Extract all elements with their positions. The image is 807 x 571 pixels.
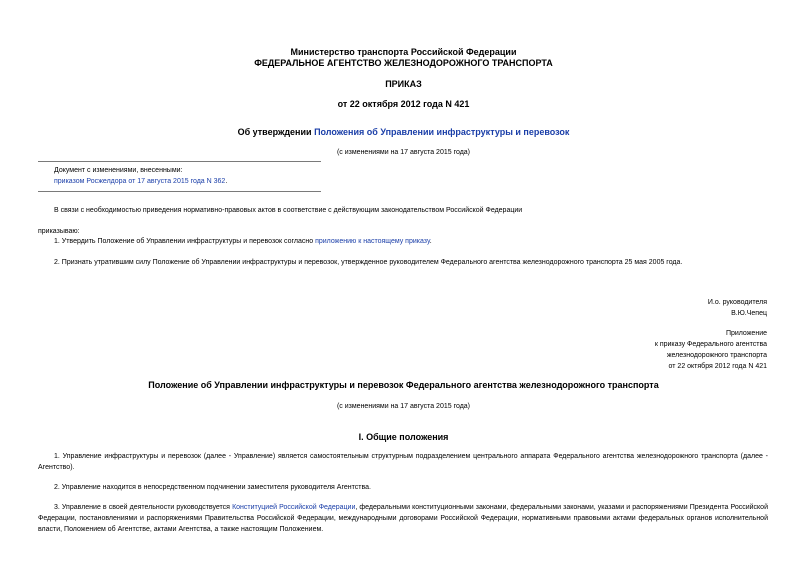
- appendix-line-2: к приказу Федерального агентства: [654, 341, 767, 348]
- amendments-label: Документ с изменениями, внесенными:: [54, 167, 183, 174]
- section-title: I. Общие положения: [358, 432, 449, 442]
- document-date: от 22 октября 2012 года N 421: [337, 99, 470, 109]
- document-title-prefix: Об утверждении: [237, 127, 315, 137]
- signature-name: В.Ю.Чепец: [731, 310, 767, 317]
- amendment-order-link[interactable]: приказом Росжелдора от 17 августа 2015 года N 362: [54, 178, 226, 185]
- amendments-bottom-rule: [38, 191, 321, 192]
- order-item-1-text: 1. Утвердить Положение об Управлении инфраструктуры и перевозок согласно: [54, 238, 316, 245]
- signature-position: И.о. руководителя: [707, 299, 767, 306]
- appendix-line-1: Приложение: [725, 330, 767, 337]
- title-amendment-note: (с изменениями на 17 августа 2015 года): [336, 149, 471, 156]
- regulation-paragraph-3-end: , федеральными конституционными законами, федеральными законами, указами и распоряжениями Президента Российской Федерации, постановлениями и распоряжениями Правительства Российской Федерации, международными договорами Российской Федерации, нормативными правовыми актами федеральных органов исполнительной власти, Положением об Агентстве, актами Агентства, а также настоящим Положением.: [38, 504, 768, 533]
- regulation-paragraph-3-start: 3. Управление в своей деятельности руководствуется: [54, 504, 233, 511]
- intro-paragraph: В связи с необходимостью приведения нормативно-правовых актов в соответствие с действующим законодательством Российской Федерации: [54, 207, 523, 214]
- order-item-2: 2. Признать утратившим силу Положение об Управлении инфраструктуры и перевозок, утвержденное руководителем Федерального агентства железнодорожного транспорта 25 мая 2005 года.: [54, 259, 683, 266]
- appendix-link[interactable]: приложению к настоящему приказу: [315, 238, 430, 245]
- appendix-line-4: от 22 октября 2012 года N 421: [668, 363, 767, 370]
- agency-name: ФЕДЕРАЛЬНОЕ АГЕНТСТВО ЖЕЛЕЗНОДОРОЖНОГО ТРАНСПОРТА: [254, 58, 553, 68]
- regulation-amendment-note: (с изменениями на 17 августа 2015 года): [336, 403, 471, 410]
- appendix-line-3: железнодорожного транспорта: [666, 352, 767, 359]
- regulation-paragraph-1: 1. Управление инфраструктуры и перевозок (далее - Управление) является самостоятельным структурным подразделением центрального аппарата Федерального агентства железнодорожного транспорта (далее - Агентство).: [38, 453, 768, 471]
- order-item-1-period: .: [429, 238, 432, 245]
- document-title: [0, 127, 807, 138]
- amendment-entry-period: .: [225, 178, 228, 185]
- regulation-link[interactable]: Положения об Управлении инфраструктуры и перевозок: [314, 127, 570, 137]
- regulation-paragraph-2: 2. Управление находится в непосредственном подчинении заместителя руководителя Агентства.: [54, 484, 371, 491]
- regulation-paragraph-3: [38, 502, 768, 535]
- constitution-link[interactable]: Конституцией Российской Федерации: [232, 504, 356, 511]
- regulation-title: Положение об Управлении инфраструктуры и перевозок Федерального агентства железнодорожного транспорта: [148, 380, 659, 390]
- order-item-1: [54, 237, 432, 246]
- amendments-entry: [54, 177, 227, 186]
- amendments-top-rule: [38, 161, 321, 162]
- document-type: ПРИКАЗ: [385, 79, 422, 89]
- ministry-name: Министерство транспорта Российской Федерации: [290, 47, 517, 57]
- order-word: приказываю:: [38, 228, 80, 235]
